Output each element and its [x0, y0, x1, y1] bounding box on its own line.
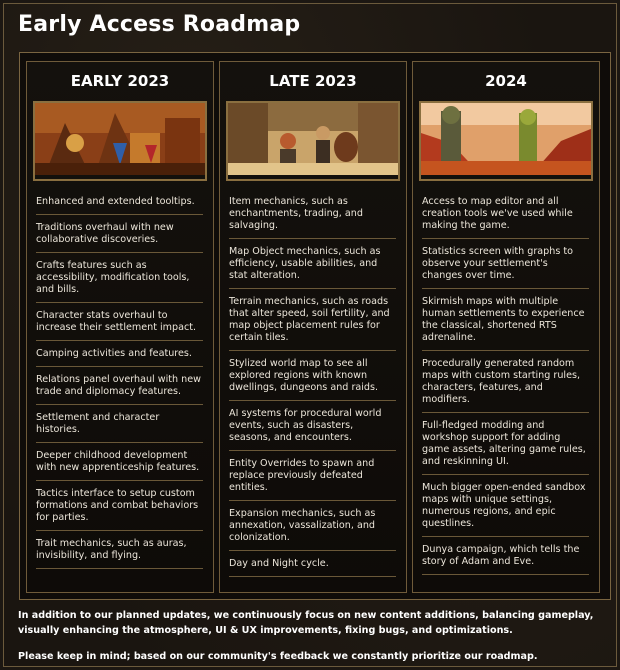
roadmap-item: Stylized world map to see all explored regions with known dwellings, dungeons and raids.: [229, 351, 396, 401]
roadmap-item: Traditions overhaul with new collaborative discoveries.: [36, 215, 203, 253]
roadmap-item: Day and Night cycle.: [229, 551, 396, 577]
roadmap-item: Item mechanics, such as enchantments, trading, and salvaging.: [229, 189, 396, 239]
roadmap-item: Entity Overrides to spawn and replace previously defeated entities.: [229, 451, 396, 501]
artwork-image: [421, 103, 593, 175]
column-heading: EARLY 2023: [70, 72, 170, 90]
roadmap-item: Character stats overhaul to increase their settlement impact.: [36, 303, 203, 341]
roadmap-item: Trait mechanics, such as auras, invisibility, and flying.: [36, 531, 203, 569]
roadmap-item: Camping activities and features.: [36, 341, 203, 367]
roadmap-item: Terrain mechanics, such as roads that alter speed, soil fertility, and map object placement rules for certain tiles.: [229, 289, 396, 351]
roadmap-item: AI systems for procedural world events, such as disasters, seasons, and encounters.: [229, 401, 396, 451]
column-heading: LATE 2023: [269, 72, 357, 90]
roadmap-board: [19, 52, 611, 600]
column-2024: [412, 61, 600, 593]
roadmap-item: Crafts features such as accessibility, modification tools, and bills.: [36, 253, 203, 303]
column-late-2023: [219, 61, 407, 593]
column-heading: 2024: [485, 72, 527, 90]
roadmap-item: Enhanced and extended tooltips.: [36, 189, 203, 215]
roadmap-item: Map Object mechanics, such as efficiency, usable abilities, and stat alteration.: [229, 239, 396, 289]
roadmap-item: Skirmish maps with multiple human settlements to experience the classical, shortened RTS adrenaline.: [422, 289, 589, 351]
early-2023-artwork: [33, 101, 207, 181]
page-title: Early Access Roadmap: [18, 12, 301, 37]
roadmap-item: Full-fledged modding and workshop support for adding game assets, altering game rules, and reskinning UI.: [422, 413, 589, 475]
roadmap-item: Relations panel overhaul with new trade and diplomacy features.: [36, 367, 203, 405]
roadmap-item: Access to map editor and all creation tools we've used while making the game.: [422, 189, 589, 239]
roadmap-item: Settlement and character histories.: [36, 405, 203, 443]
late-2023-artwork: [226, 101, 400, 181]
roadmap-item: Deeper childhood development with new apprenticeship features.: [36, 443, 203, 481]
roadmap-item: Dunya campaign, which tells the story of Adam and Eve.: [422, 537, 589, 575]
column-early-2023: [26, 61, 214, 593]
artwork-image: [228, 103, 400, 175]
2024-artwork: [419, 101, 593, 181]
roadmap-item: Tactics interface to setup custom formations and combat behaviors for parties.: [36, 481, 203, 531]
roadmap-item: Procedurally generated random maps with custom starting rules, characters, features, and modifiers.: [422, 351, 589, 413]
roadmap-item: Much bigger open-ended sandbox maps with unique settings, numerous regions, and epic questlines.: [422, 475, 589, 537]
footer-priority-note: Please keep in mind; based on our community's feedback we constantly prioritize our roadmap.: [18, 651, 538, 662]
artwork-image: [35, 103, 207, 175]
footer-note: In addition to our planned updates, we continuously focus on new content additions, balancing gameplay, visually enhancing the atmosphere, UI & UX improvements, fixing bugs, and optimizations.: [18, 610, 594, 636]
roadmap-item: Expansion mechanics, such as annexation, vassalization, and colonization.: [229, 501, 396, 551]
roadmap-panel: [3, 3, 617, 667]
roadmap-item: Statistics screen with graphs to observe your settlement's changes over time.: [422, 239, 589, 289]
